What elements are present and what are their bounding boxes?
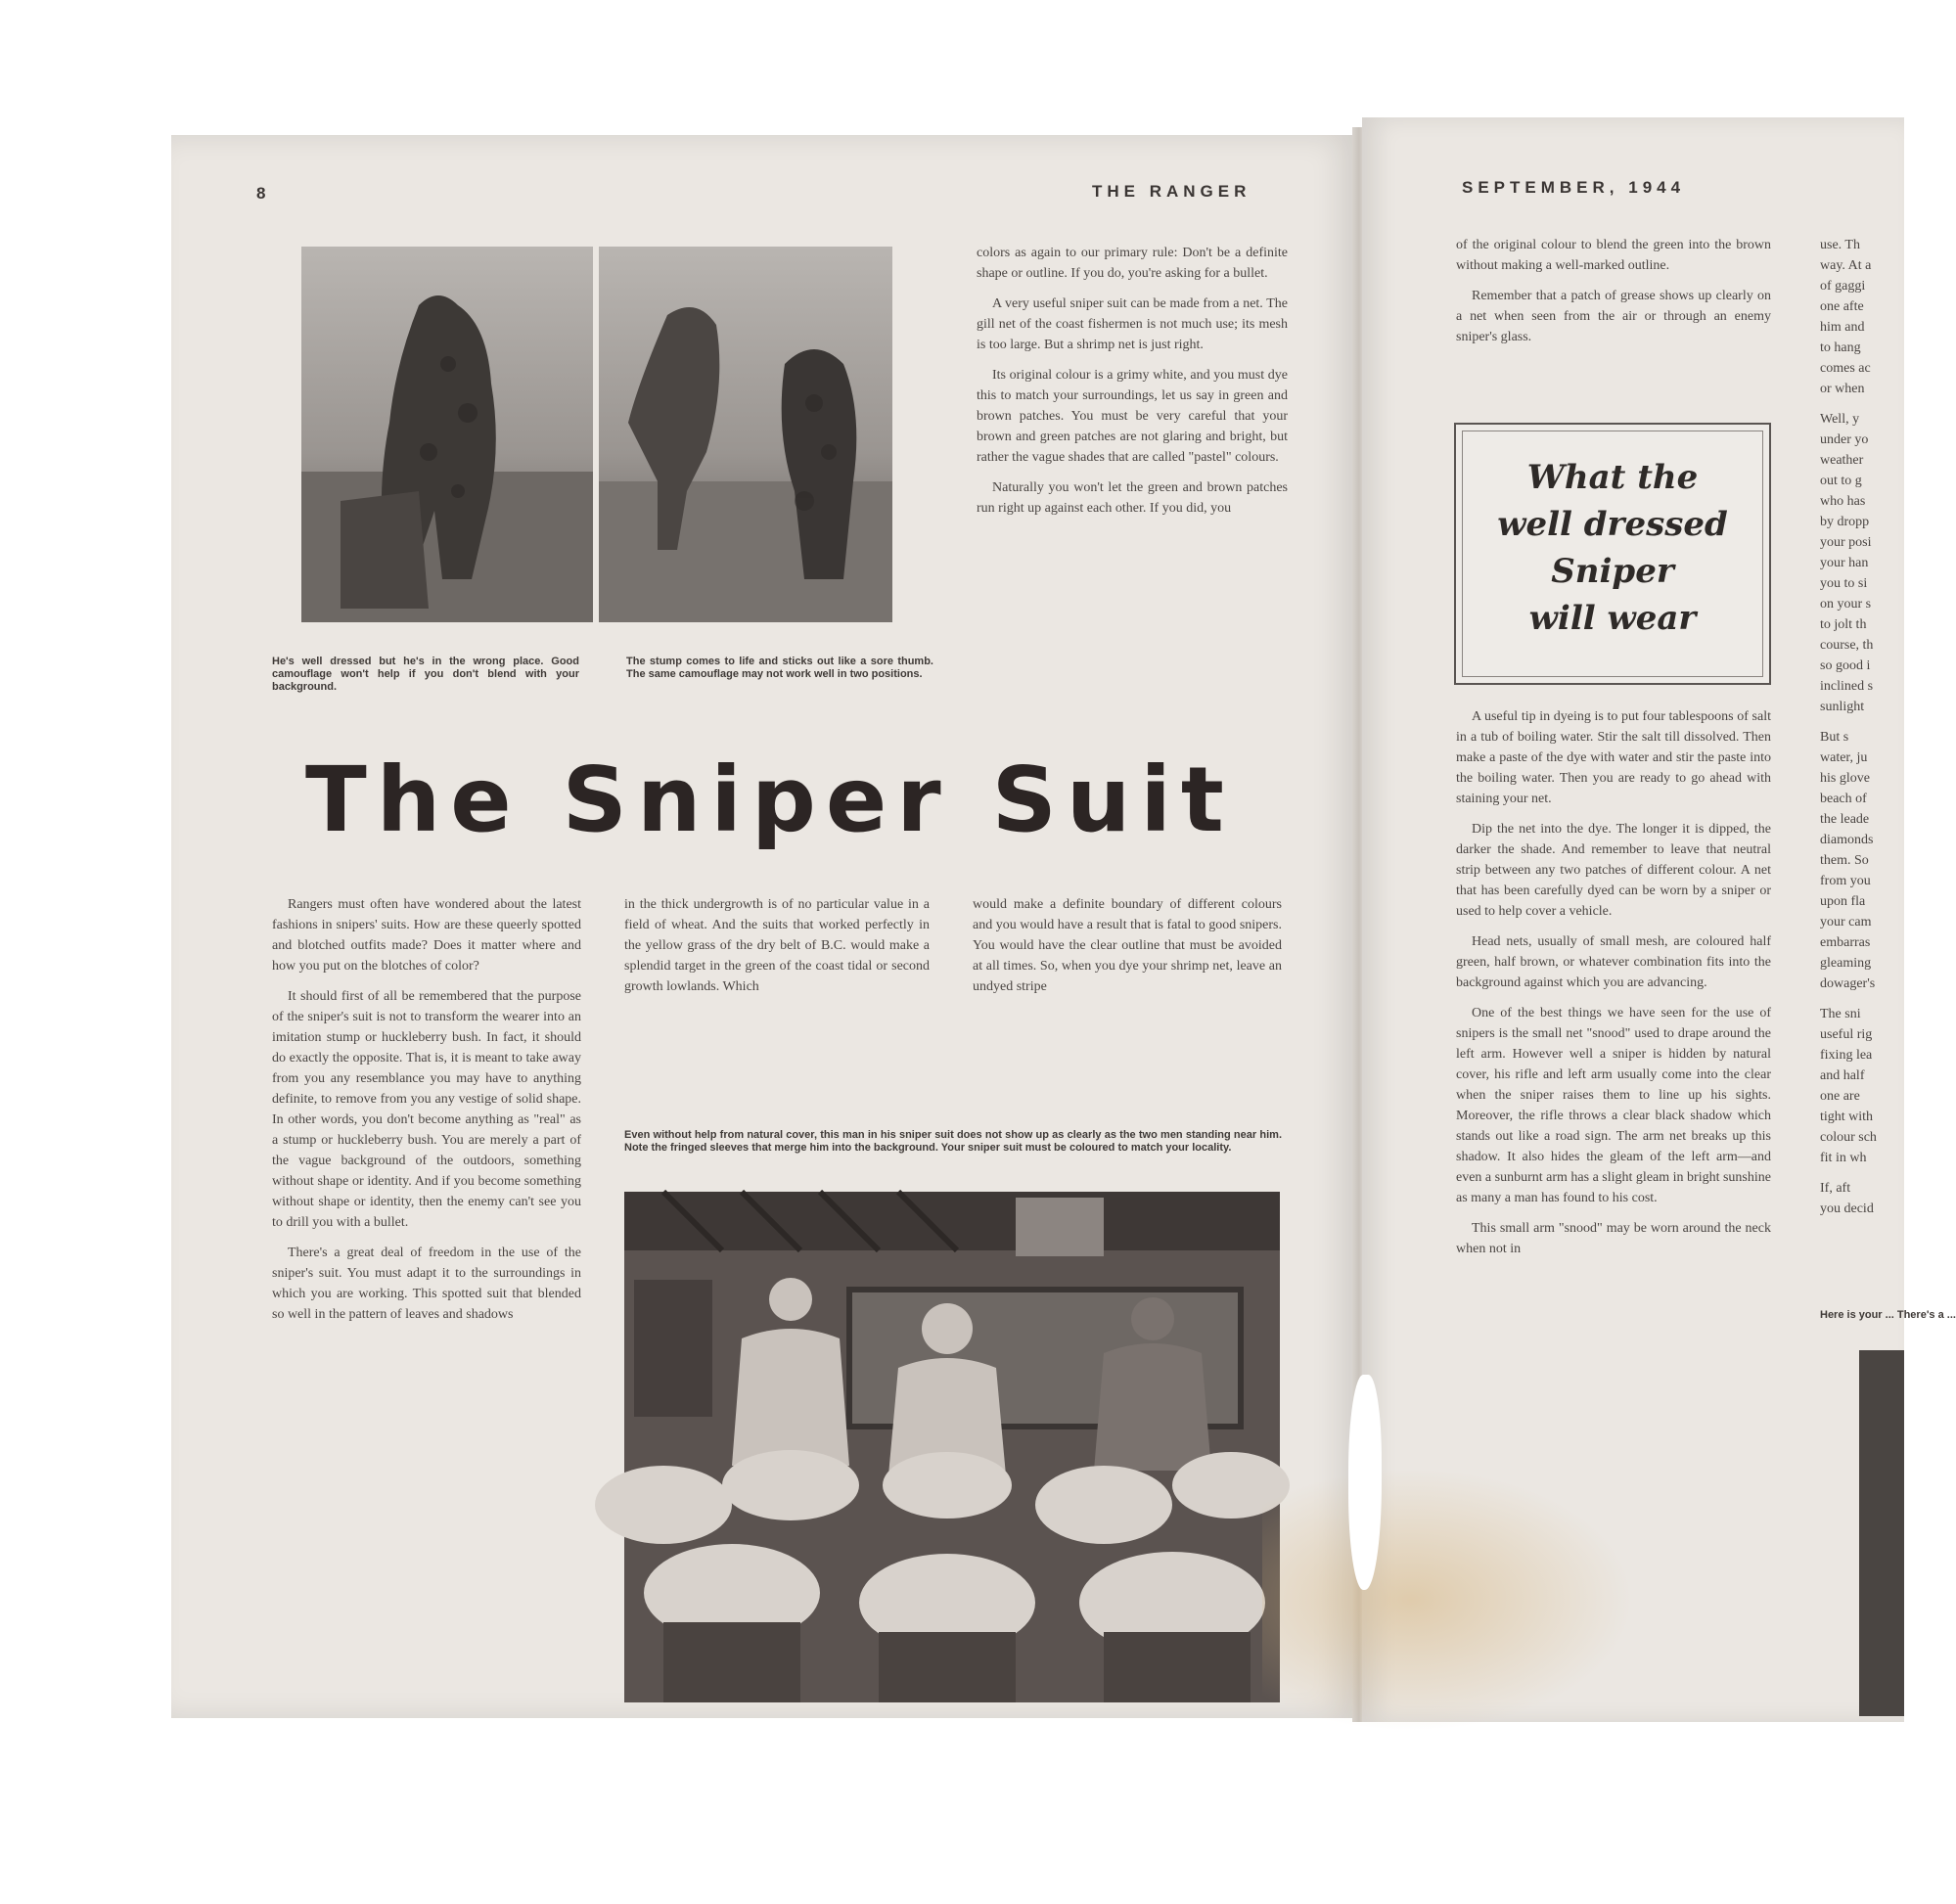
paragraph: would make a definite boundary of different colours and you would have a result that is fatal to good snipers. You would have the clear outline that must be avoided at all times. So, when you dye your shrimp net, leave an undyed stripe — [973, 897, 1282, 994]
fragment-line: his glove — [1820, 771, 1870, 786]
fragment-line: The sni — [1820, 1007, 1861, 1021]
stump-camouflage-photo — [599, 247, 892, 622]
fragment-line: embarras — [1820, 935, 1871, 950]
camouflaged-sniper-photo — [301, 247, 593, 622]
fragment-line: and half — [1820, 1068, 1865, 1083]
paragraph: It should first of all be remembered that the purpose of the sniper's suit is not to transform the wearer into an imitation stump or huckleberry bush. In fact, it should do exactly the opposite. That is, it is meant to take away from you any resemblance you may have to anything definite, to remove from you any vestige of solid shape. In other words, you don't become anything as "real" as a stump or huckleberry bush. You are merely a part of the vague background of the outdoors, something without shape or identity. And if you become something without shape or identity, then the enemy can't see you to drill you with a bullet. — [272, 989, 581, 1230]
fragment-line: But s — [1820, 730, 1849, 745]
fragment-line: him and — [1820, 320, 1865, 335]
paragraph: This small arm "snood" may be worn around the neck when not in — [1456, 1221, 1771, 1256]
body-column-3 — [973, 894, 1282, 1007]
fragment-line: under yo — [1820, 432, 1869, 447]
article-title: The Sniper Suit — [305, 748, 1234, 852]
paragraph: There's a great deal of freedom in the use of the sniper's suit. You must adapt it to the surroundings in which you are working. This spotted suit that blended so well in the pattern of leaves and shadows — [272, 1246, 581, 1322]
paragraph: in the thick undergrowth is of no particular value in a field of wheat. And the suits that worked perfectly in the yellow grass of the dry belt of B.C. would make a splendid target in the green of the coast tidal or second growth lowlands. Which — [624, 897, 930, 994]
cut-off-column — [1820, 235, 1904, 1219]
body-column-2 — [624, 894, 930, 1007]
sidebar-box — [1454, 423, 1771, 685]
fragment-line: way. At a — [1820, 258, 1872, 273]
fragment-line: water, ju — [1820, 750, 1868, 765]
fragment-line: the leade — [1820, 812, 1870, 827]
fragment-line: you decid — [1820, 1201, 1874, 1216]
fragment-line: comes ac — [1820, 361, 1871, 376]
body-column-1 — [272, 894, 581, 1335]
photo2-caption: The stump comes to life and sticks out like a sore thumb. The same camouflage may not work well in two positions. — [626, 656, 933, 680]
fragment-line: one are — [1820, 1089, 1860, 1104]
paragraph: colors as again to our primary rule: Don't be a definite shape or outline. If you do, you're asking for a bullet. — [977, 246, 1288, 281]
paragraph: Rangers must often have wondered about the latest fashions in snipers' suits. How are these queerly spotted and blotched outfits made? Does it matter where and how you put on the blotches of color? — [272, 897, 581, 974]
page-number: 8 — [256, 184, 271, 203]
fragment-line: dowager's — [1820, 976, 1876, 991]
paragraph: A useful tip in dyeing is to put four tablespoons of salt in a tub of boiling water. Stir the salt till dissolved. Then make a paste of the dye with water and stir the paste into the boiling water. Then you are ready to go ahead with staining your net. — [1456, 709, 1771, 806]
fragment-line: Well, y — [1820, 412, 1860, 427]
issue-date: SEPTEMBER, 1944 — [1462, 178, 1686, 197]
fragment-line: weather — [1820, 453, 1864, 468]
fragment-line: to hang — [1820, 340, 1861, 355]
fragment-line: diamonds — [1820, 833, 1874, 847]
fragment-line: beach of — [1820, 792, 1867, 806]
fragment-line: your han — [1820, 556, 1869, 570]
fragment-line: you to si — [1820, 576, 1868, 591]
fragment-line: upon fla — [1820, 894, 1866, 909]
paragraph: Naturally you won't let the green and brown patches run right up against each other. If you did, you — [977, 480, 1288, 516]
fragment-line: colour sch — [1820, 1130, 1877, 1145]
page-tear — [1348, 1375, 1382, 1590]
paragraph: Dip the net into the dye. The longer it is dipped, the darker the shade. And remember to leave that neutral strip between any two patches of different colour. A net that has been carefully dyed can be worn by a sniper or used to help cover a vehicle. — [1456, 822, 1771, 919]
fragment-line: If, aft — [1820, 1181, 1851, 1196]
fragment-line: your posi — [1820, 535, 1872, 550]
paragraph: A very useful sniper suit can be made from a net. The gill net of the coast fishermen is not much use; its mesh is too large. But a shrimp net is just right. — [977, 296, 1288, 352]
fragment-line: by dropp — [1820, 515, 1870, 529]
paragraph: One of the best things we have seen for the use of snipers is the small net "snood" used to drape around the left arm. However well a sniper is hidden by natural cover, his rifle and left arm usually come into the clear when the sniper raises them to line up his sights. Moreover, the rifle throws a clear black shadow which stands out like a road sign. The arm net breaks up this shadow. It also hides the gleam of the left arm—and even a sunburnt arm has a slight gleam in bright sunshine as many a man has found to his cost. — [1456, 1006, 1771, 1205]
fragment-line: your cam — [1820, 915, 1872, 929]
photo1-caption: He's well dressed but he's in the wrong place. Good camouflage won't help if you don't blend with your background. — [272, 656, 579, 693]
fragment-line: from you — [1820, 874, 1871, 888]
paragraph: Its original colour is a grimy white, and you must dye this to match your surroundings, let us say in green and brown patches. You must be very careful that your brown and green patches are not glaring and bright, but rather the vague shades that are called "pastel" colours. — [977, 368, 1288, 465]
fragment-line: use. Th — [1820, 238, 1860, 252]
intro-continuation-column — [977, 243, 1288, 528]
fragment-line: useful rig — [1820, 1027, 1873, 1042]
fragment-line: fit in wh — [1820, 1151, 1867, 1165]
fragment-line: to jolt th — [1820, 617, 1867, 632]
fragment-line: or when — [1820, 382, 1865, 396]
water-stain — [1262, 1468, 1634, 1732]
cut-off-photo-caption: Here is your ... There's a ... — [1820, 1309, 1956, 1321]
magazine-title: THE RANGER — [1092, 182, 1251, 201]
cut-off-photo — [1859, 1350, 1904, 1716]
fragment-line: one afte — [1820, 299, 1864, 314]
fragment-line: course, th — [1820, 638, 1874, 653]
fragment-line: tight with — [1820, 1110, 1874, 1124]
fragment-line: them. So — [1820, 853, 1869, 868]
fragment-line: who has — [1820, 494, 1866, 509]
fragment-line: on your s — [1820, 597, 1872, 612]
fragment-line: of gaggi — [1820, 279, 1866, 294]
box-line-1: What the — [1526, 458, 1699, 497]
box-line-2: well dressed — [1497, 505, 1728, 544]
fragment-line: inclined s — [1820, 679, 1874, 694]
classroom-demonstration-photo — [624, 1192, 1280, 1702]
fragment-line: so good i — [1820, 658, 1871, 673]
paragraph: of the original colour to blend the green into the brown without making a well-marked outline. — [1456, 238, 1771, 273]
right-column-bottom — [1456, 706, 1771, 1269]
fragment-line: sunlight — [1820, 700, 1865, 714]
classroom-photo-caption: Even without help from natural cover, this man in his sniper suit does not show up as clearly as the two men standing near him. Note the fringed sleeves that merge him into the background. Your sniper suit must be coloured to match your locality. — [624, 1129, 1282, 1154]
paragraph: Remember that a patch of grease shows up clearly on a net when seen from the air or through an enemy sniper's glass. — [1456, 289, 1771, 344]
fragment-line: gleaming — [1820, 956, 1872, 971]
fragment-line: fixing lea — [1820, 1048, 1873, 1063]
right-column-top — [1456, 235, 1771, 357]
fragment-line: out to g — [1820, 474, 1862, 488]
box-line-3: Sniper — [1551, 552, 1674, 591]
box-line-4: will wear — [1528, 599, 1697, 638]
paragraph: Head nets, usually of small mesh, are coloured half green, half brown, or whatever combination fits into the background against which you are advancing. — [1456, 934, 1771, 990]
